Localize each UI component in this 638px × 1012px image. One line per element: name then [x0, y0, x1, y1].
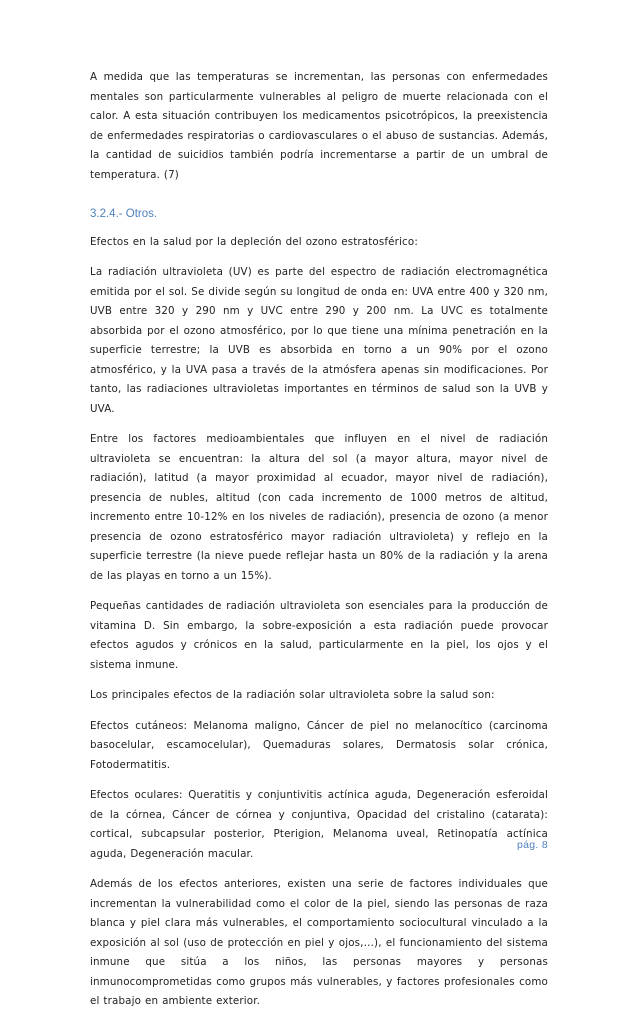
paragraph-ozone-intro: Efectos en la salud por la depleción del ozono estratosférico: [90, 235, 418, 248]
paragraph-main-effects: Los principales efectos de la radiación solar ultravioleta sobre la salud son: [90, 689, 495, 701]
paragraph-heat-mental-health: A medida que las temperaturas se incrementan, las personas con enfermedades mentales son particularmente vulnerables al peligro de muerte relacionada con el calor. A esta situación contribuyen los medicamentos psicotrópicos, la preexistencia de enfermedades respiratorias o cardiovasculares o el abuso de sustancias. Además, la cantidad de suicidios también podría incrementarse a partir de un umbral de temperatura. (7) [90, 71, 548, 181]
paragraph-eye-effects: Efectos oculares: Queratitis y conjuntivitis actínica aguda, Degeneración esferoidal de la córnea, Cáncer de córnea y conjuntiva, Opacidad del cristalino (catarata): cortical, subcapsular posterior, Pterigion, Melanoma uveal, Retinopatía actínica aguda, Degeneración macular. [90, 789, 548, 860]
paragraph-individual-factors: Además de los efectos anteriores, existen una serie de factores individuales que incrementan la vulnerabilidad como el color de la piel, siendo las personas de raza blanca y piel clara más vulnerables, el comportamiento sociocultural vinculado a la exposición al sol (uso de protección en piel y ojos,…), el funcionamiento del sistema inmune que sitúa a los niños, las personas mayores y personas inmunocomprometidas como grupos más vulnerables, y factores profesionales como el trabajo en ambiente exterior. [90, 878, 548, 1007]
paragraph-skin-effects: Efectos cutáneos: Melanoma maligno, Cáncer de piel no melanocítico (carcinoma basocelular, escamocelular), Quemaduras solares, Dermatosis solar crónica, Fotodermatitis. [90, 719, 548, 771]
paragraph-uv-radiation: La radiación ultravioleta (UV) es parte del espectro de radiación electromagnética emitida por el sol. Se divide según su longitud de onda en: UVA entre 400 y 320 nm, UVB entre 320 y 290 nm y UVC entre 290 y 200 nm. La UVC es totalmente absorbida por el ozono atmosférico, por lo que tiene una mínima penetración en la superficie terrestre; la UVB es absorbida en torno a un 90% por el ozono atmosférico, y la UVA pasa a través de la atmósfera apenas sin modificaciones. Por tanto, las radiaciones ultravioletas importantes en términos de salud son la UVB y UVA. [90, 266, 548, 415]
section-heading-wrap [90, 205, 548, 225]
page-number: pág. 8 [517, 839, 548, 851]
section-heading-otros: 3.2.4.- Otros. [90, 208, 158, 220]
document-body [90, 68, 548, 1012]
paragraph-vitamin-d: Pequeñas cantidades de radiación ultravioleta son esenciales para la producción de vitamina D. Sin embargo, la sobre-exposición a esta radiación puede provocar efectos agudos y crónicos en la salud, particularmente en la piel, los ojos y el sistema inmune. [90, 600, 548, 671]
paragraph-environmental-factors: Entre los factores medioambientales que influyen en el nivel de radiación ultravioleta se encuentran: la altura del sol (a mayor altura, mayor nivel de radiación), latitud (a mayor proximidad al ecuador, mayor nivel de radiación), presencia de nubles, altitud (con cada incremento de 1000 metros de altitud, incremento entre 10-12% en los niveles de radiación), presencia de ozono (a menor presencia de ozono estratosférico mayor radiación ultravioleta) y reflejo en la superficie terrestre (la nieve puede reflejar hasta un 80% de la radiación y la arena de las playas en torno a un 15%). [90, 433, 548, 582]
